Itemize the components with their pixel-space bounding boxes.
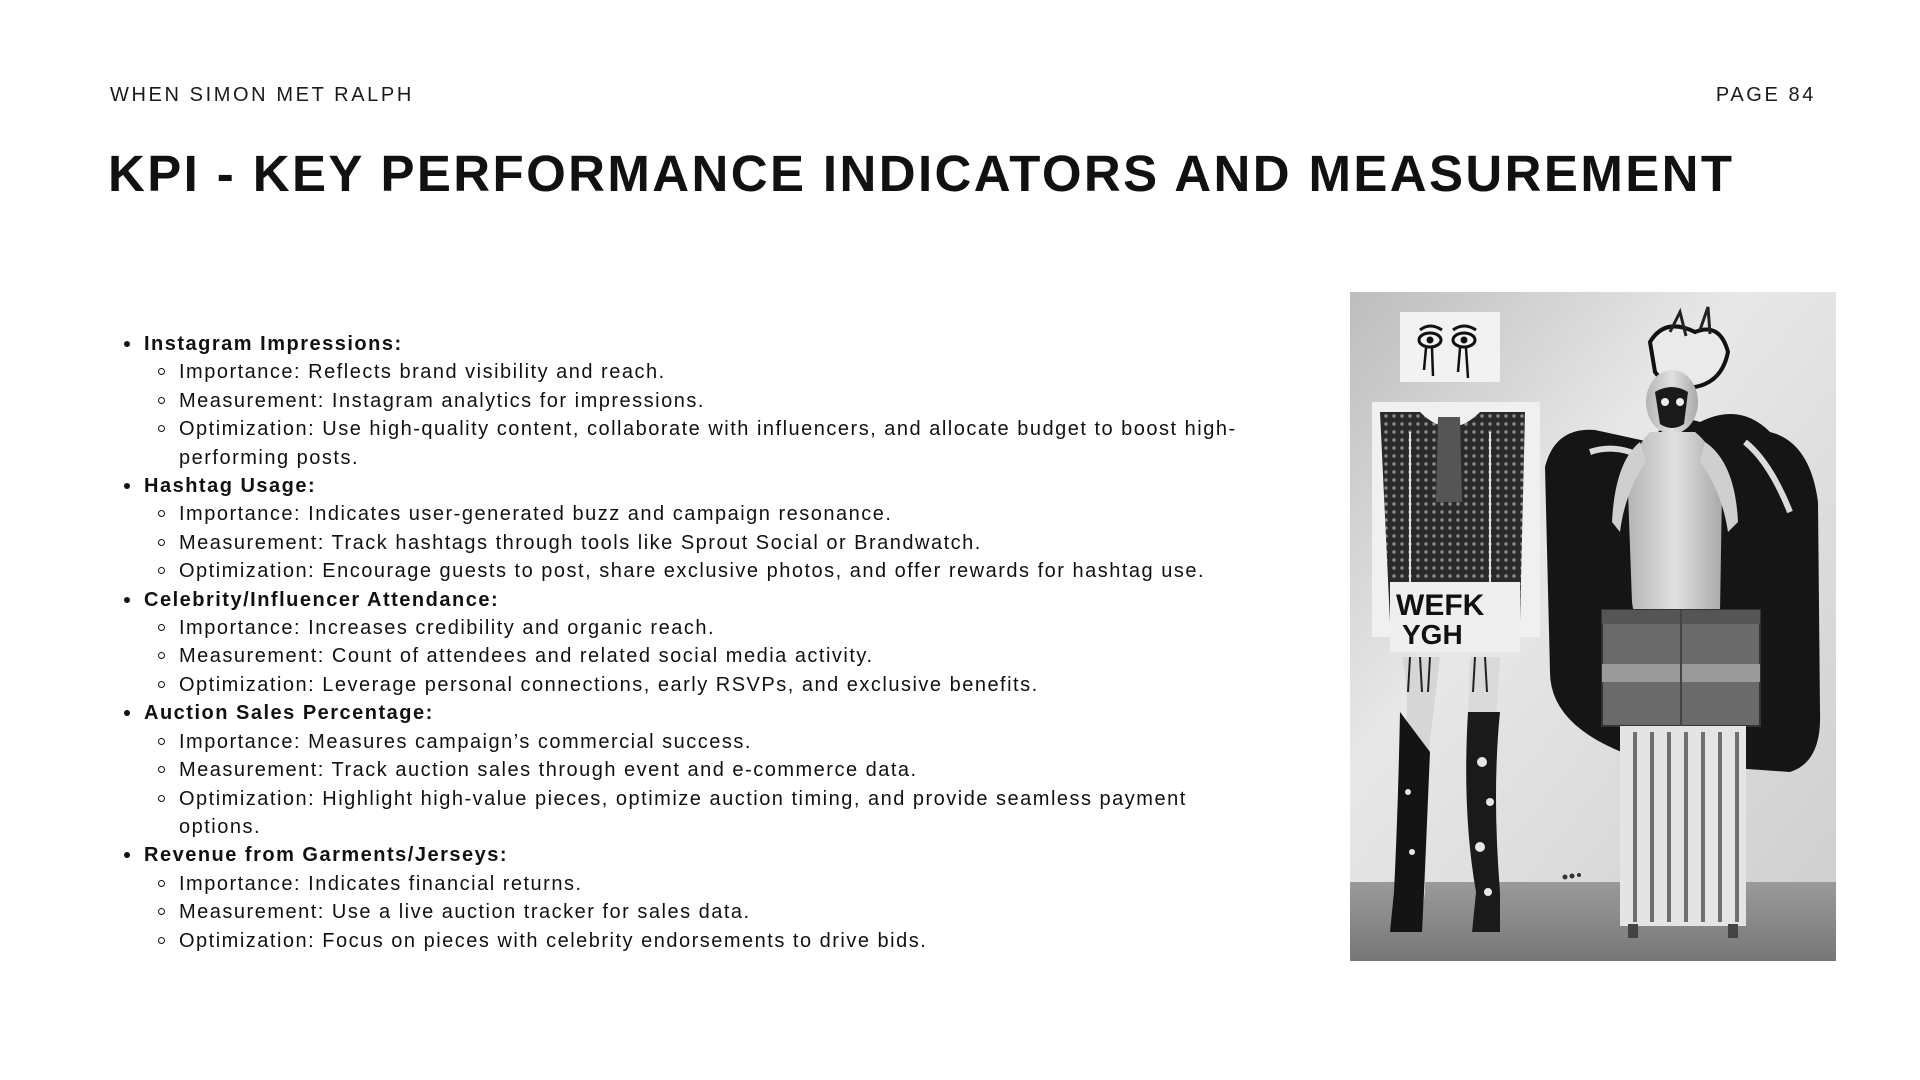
shorts-print-line1: WEFK <box>1396 589 1485 622</box>
kpi-detail: Importance: Increases credibility and organic reach. <box>144 614 1260 642</box>
kpi-heading: Revenue from Garments/Jerseys: <box>144 844 509 867</box>
kpi-detail: Optimization: Leverage personal connections, early RSVPs, and exclusive benefits. <box>144 671 1260 699</box>
kpi-detail: Importance: Reflects brand visibility and reach. <box>144 358 1260 386</box>
kpi-details <box>144 870 1260 955</box>
kpi-details <box>144 728 1260 842</box>
kpi-detail: Measurement: Count of attendees and related social media activity. <box>144 642 1260 670</box>
kpi-list <box>110 330 1260 955</box>
mannequin-art-photo <box>1350 292 1836 961</box>
kpi-detail: Measurement: Instagram analytics for impressions. <box>144 387 1260 415</box>
kpi-detail: Importance: Measures campaign’s commercial success. <box>144 728 1260 756</box>
kpi-detail: Measurement: Track auction sales through event and e-commerce data. <box>144 756 1260 784</box>
kpi-details <box>144 500 1260 585</box>
page-title: KPI - KEY PERFORMANCE INDICATORS AND MEASUREMENT <box>108 145 1735 202</box>
kpi-item <box>110 330 1260 472</box>
kpi-detail: Importance: Indicates user-generated buzz and campaign resonance. <box>144 500 1260 528</box>
kpi-detail: Optimization: Highlight high-value pieces, optimize auction timing, and provide seamless payment options. <box>144 785 1260 842</box>
kpi-item <box>110 699 1260 841</box>
kpi-detail: Optimization: Encourage guests to post, share exclusive photos, and offer rewards for hashtag use. <box>144 557 1260 585</box>
kpi-details <box>144 358 1260 472</box>
page-number: PAGE 84 <box>1715 84 1816 106</box>
shorts-print-line2: YGH <box>1402 619 1463 650</box>
doc-header: WHEN SIMON MET RALPH <box>110 84 414 106</box>
kpi-detail: Importance: Indicates financial returns. <box>144 870 1260 898</box>
kpi-item <box>110 841 1260 955</box>
kpi-item <box>110 472 1260 586</box>
kpi-heading: Hashtag Usage: <box>144 475 317 498</box>
kpi-heading: Celebrity/Influencer Attendance: <box>144 588 500 611</box>
kpi-detail: Measurement: Track hashtags through tools like Sprout Social or Brandwatch. <box>144 529 1260 557</box>
kpi-heading: Instagram Impressions: <box>144 333 403 355</box>
kpi-detail: Measurement: Use a live auction tracker for sales data. <box>144 898 1260 926</box>
mannequin-art-illustration <box>1350 292 1836 961</box>
kpi-detail: Optimization: Use high-quality content, collaborate with influencers, and allocate budget to boost high-performing posts. <box>144 415 1260 472</box>
kpi-details <box>144 614 1260 699</box>
kpi-heading: Auction Sales Percentage: <box>144 702 434 725</box>
kpi-detail: Optimization: Focus on pieces with celebrity endorsements to drive bids. <box>144 927 1260 955</box>
kpi-item <box>110 586 1260 700</box>
